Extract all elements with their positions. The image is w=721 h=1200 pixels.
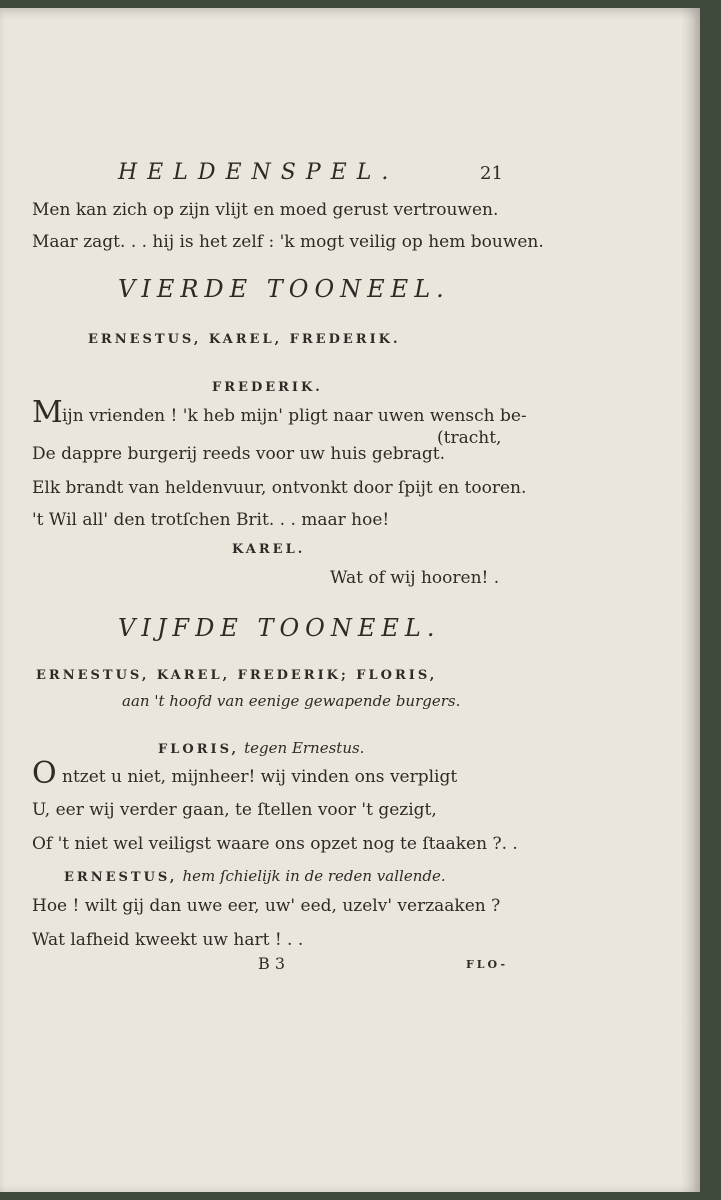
scene-cast-note: aan 't hoofd van eenige gewapende burgers. xyxy=(122,692,461,710)
verse-line: Wat lafheid kweekt uw hart ! . . xyxy=(32,930,304,950)
speaker-name: FREDERIK. xyxy=(212,380,323,395)
verse-line: U, eer wij verder gaan, te ſtellen voor 't gezigt, xyxy=(32,800,437,820)
verse-line: De dappre burgerij reeds voor uw huis gebragt. xyxy=(32,444,446,464)
scene-title: VIERDE TOONEEL. xyxy=(118,275,450,303)
verse-line: Elk brandt van heldenvuur, ontvonkt door ſpijt en tooren. xyxy=(32,478,527,498)
book-page xyxy=(0,8,700,1192)
verse-line: Hoe ! wilt gij dan uwe eer, uw' eed, uzelv' verzaaken ? xyxy=(32,896,501,916)
speaker-line xyxy=(64,866,446,885)
verse-turnover: (tracht, xyxy=(437,428,502,448)
stage-direction: tegen Ernestus. xyxy=(244,739,365,757)
speaker-name: KAREL. xyxy=(232,542,306,557)
scene-cast: ERNESTUS, KAREL, FREDERIK. xyxy=(88,332,401,347)
speaker-name: ERNESTUS, xyxy=(64,870,178,885)
verse-line: ntzet u niet, mijnheer! wij vinden ons verpligt xyxy=(62,767,458,787)
stage-direction: hem ſchielijk in de reden vallende. xyxy=(182,867,446,885)
drop-capital: M xyxy=(32,395,63,430)
verse-line: Maar zagt. . . hij is het zelf : 'k mogt veilig op hem bouwen. xyxy=(32,232,544,252)
signature-mark: B 3 xyxy=(258,954,286,973)
speaker-line xyxy=(158,738,364,757)
drop-capital: O xyxy=(32,756,57,791)
verse-line: ijn vrienden ! 'k heb mijn' pligt naar uwen wensch be- xyxy=(62,406,527,426)
catchword: FLO- xyxy=(466,958,509,971)
verse-line: Wat of wij hooren! . xyxy=(330,568,500,588)
verse-line: 't Wil all' den trotſchen Brit. . . maar hoe! xyxy=(32,510,390,530)
scene-title: VIJFDE TOONEEL. xyxy=(118,614,441,642)
page-edge-shadow xyxy=(680,8,700,1192)
scene-cast: ERNESTUS, KAREL, FREDERIK; FLORIS, xyxy=(36,668,438,683)
verse-line: Of 't niet wel veiligst waare ons opzet nog te ſtaaken ?. . xyxy=(32,834,518,854)
verse-line: Men kan zich op zijn vlijt en moed gerust vertrouwen. xyxy=(32,200,499,220)
page-number: 21 xyxy=(480,163,503,184)
speaker-name: FLORIS, xyxy=(158,742,240,757)
running-header: HELDENSPEL. xyxy=(118,160,399,185)
